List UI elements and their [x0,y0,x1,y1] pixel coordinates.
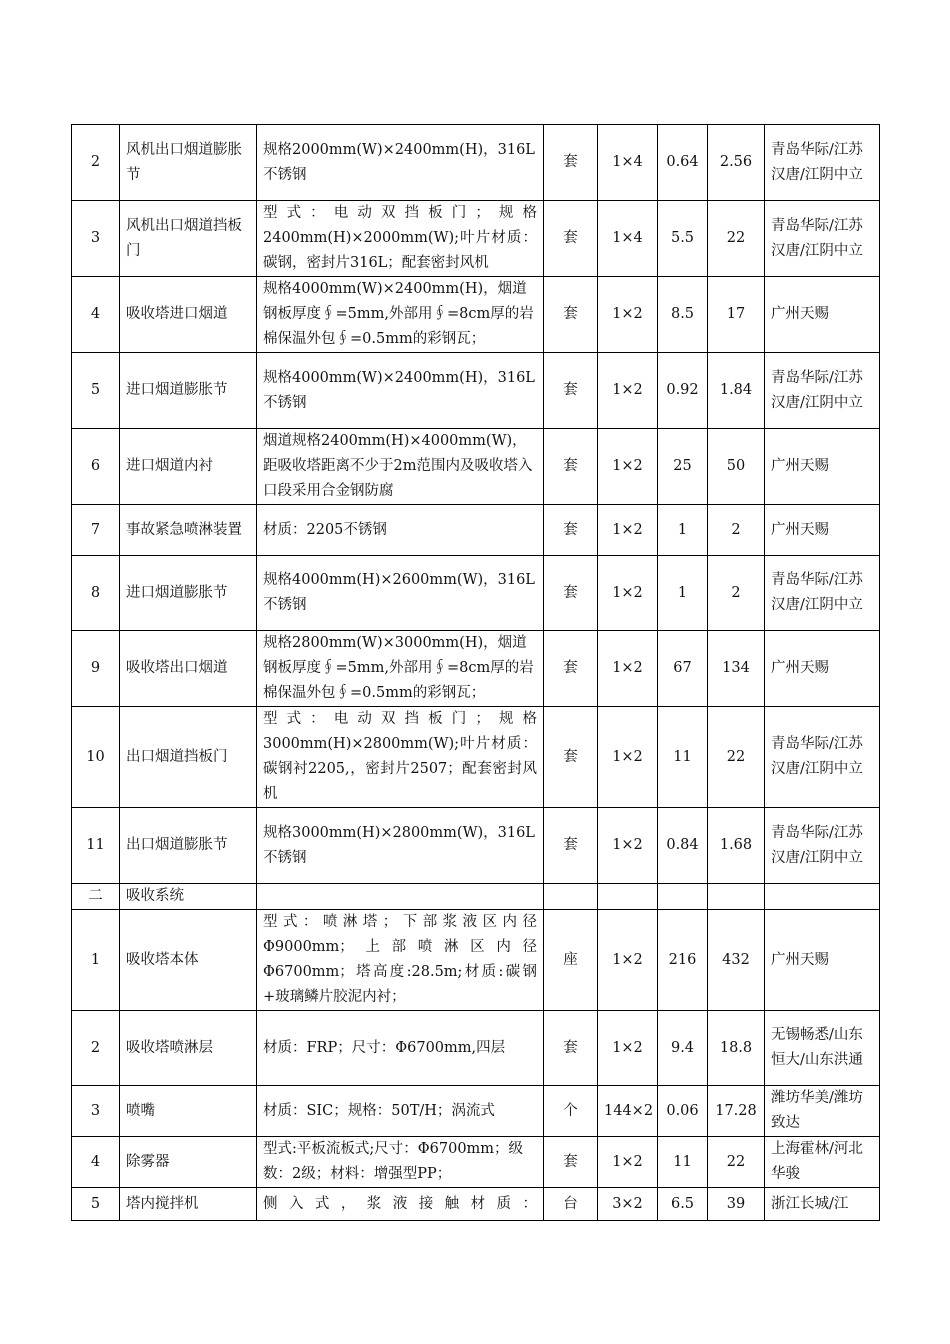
table-row [72,1137,880,1188]
empty-cell [544,884,598,910]
item-spec: 材质：FRP；尺寸：Φ6700mm,四层 [257,1011,544,1086]
item-manufacturer: 青岛华际/江苏汉唐/江阴中立 [765,808,880,884]
item-manufacturer: 广州天赐 [765,631,880,707]
item-number: 5 [72,353,120,429]
item-spec: 规格4000mm(W)×2400mm(H)，316L不锈钢 [257,353,544,429]
item-total-weight: 50 [708,429,765,505]
item-unit-weight: 5.5 [658,201,708,277]
item-spec: 烟道规格2400mm(H)×4000mm(W)，距吸收塔距离不少于2m范围内及吸收塔入口段采用合金钢防腐 [257,429,544,505]
item-total-weight: 17 [708,277,765,353]
equipment-table [71,124,880,1221]
item-unit-weight: 11 [658,1137,708,1188]
item-total-weight: 17.28 [708,1086,765,1137]
item-manufacturer: 广州天赐 [765,429,880,505]
item-unit-weight: 1 [658,556,708,631]
item-number: 7 [72,505,120,556]
item-unit: 套 [544,707,598,808]
item-name: 喷嘴 [120,1086,257,1137]
item-quantity: 1×2 [598,429,658,505]
item-name: 吸收塔进口烟道 [120,277,257,353]
item-name: 进口烟道内衬 [120,429,257,505]
item-manufacturer: 无锡畅悉/山东恒大/山东洪通 [765,1011,880,1086]
item-name: 吸收塔出口烟道 [120,631,257,707]
item-manufacturer: 青岛华际/江苏汉唐/江阴中立 [765,125,880,201]
item-spec: 型式：电动双挡板门；规格2400mm(H)×2000mm(W);叶片材质：碳钢，密封片316L；配套密封风机 [257,201,544,277]
table-row [72,1086,880,1137]
item-quantity: 1×2 [598,505,658,556]
item-spec: 型式：电动双挡板门；规格3000mm(H)×2800mm(W);叶片材质：碳钢衬2205,，密封片2507；配套密封风机 [257,707,544,808]
item-spec: 型式:平板流板式;尺寸：Φ6700mm；级数：2级；材料：增强型PP； [257,1137,544,1188]
table-row [72,201,880,277]
item-total-weight: 432 [708,910,765,1011]
item-total-weight: 39 [708,1188,765,1221]
item-total-weight: 18.8 [708,1011,765,1086]
item-quantity: 1×2 [598,353,658,429]
item-quantity: 1×2 [598,808,658,884]
item-unit: 套 [544,1137,598,1188]
table-row [72,556,880,631]
item-total-weight: 22 [708,1137,765,1188]
empty-cell [257,884,544,910]
item-unit-weight: 0.06 [658,1086,708,1137]
empty-cell [765,884,880,910]
item-name: 吸收塔本体 [120,910,257,1011]
table-row [72,1011,880,1086]
item-manufacturer: 青岛华际/江苏汉唐/江阴中立 [765,353,880,429]
item-manufacturer: 广州天赐 [765,277,880,353]
item-unit: 套 [544,1011,598,1086]
item-spec: 型式：喷淋塔；下部浆液区内径Φ9000mm；上部喷淋区内径Φ6700mm；塔高度:28.5m;材质:碳钢+玻璃鳞片胶泥内衬； [257,910,544,1011]
item-name: 进口烟道膨胀节 [120,556,257,631]
item-spec: 侧入式，浆液接触材质： [257,1188,544,1221]
item-total-weight: 1.84 [708,353,765,429]
item-unit-weight: 1 [658,505,708,556]
table-row [72,353,880,429]
item-unit-weight: 25 [658,429,708,505]
table-row [72,1188,880,1221]
item-name: 出口烟道挡板门 [120,707,257,808]
item-quantity: 1×4 [598,201,658,277]
item-total-weight: 134 [708,631,765,707]
item-quantity: 1×2 [598,910,658,1011]
item-unit-weight: 9.4 [658,1011,708,1086]
item-name: 除雾器 [120,1137,257,1188]
item-unit: 座 [544,910,598,1011]
item-unit: 个 [544,1086,598,1137]
item-manufacturer: 上海霍林/河北华骏 [765,1137,880,1188]
item-manufacturer: 青岛华际/江苏汉唐/江阴中立 [765,707,880,808]
item-quantity: 1×2 [598,277,658,353]
item-quantity: 1×4 [598,125,658,201]
item-unit-weight: 0.84 [658,808,708,884]
item-name: 吸收塔喷淋层 [120,1011,257,1086]
item-total-weight: 2 [708,556,765,631]
item-total-weight: 2 [708,505,765,556]
item-unit: 套 [544,808,598,884]
item-unit-weight: 0.64 [658,125,708,201]
item-spec: 规格3000mm(H)×2800mm(W)，316L不锈钢 [257,808,544,884]
item-manufacturer: 广州天赐 [765,505,880,556]
item-spec: 规格4000mm(W)×2400mm(H)，烟道钢板厚度∮=5mm,外部用∮=8cm厚的岩棉保温外包∮=0.5mm的彩钢瓦； [257,277,544,353]
item-unit: 套 [544,429,598,505]
item-number: 4 [72,277,120,353]
item-name: 塔内搅拌机 [120,1188,257,1221]
item-unit-weight: 67 [658,631,708,707]
item-manufacturer: 广州天赐 [765,910,880,1011]
item-manufacturer: 青岛华际/江苏汉唐/江阴中立 [765,201,880,277]
item-name: 进口烟道膨胀节 [120,353,257,429]
item-manufacturer: 青岛华际/江苏汉唐/江阴中立 [765,556,880,631]
item-number: 3 [72,1086,120,1137]
item-quantity: 1×2 [598,1011,658,1086]
item-unit: 套 [544,353,598,429]
table-row [72,505,880,556]
item-number: 4 [72,1137,120,1188]
item-number: 6 [72,429,120,505]
item-quantity: 1×2 [598,631,658,707]
section-row [72,884,880,910]
item-number: 10 [72,707,120,808]
item-quantity: 1×2 [598,707,658,808]
item-total-weight: 22 [708,707,765,808]
item-number: 8 [72,556,120,631]
item-unit: 台 [544,1188,598,1221]
item-spec: 规格2000mm(W)×2400mm(H)，316L不锈钢 [257,125,544,201]
section-number: 二 [72,884,120,910]
item-quantity: 3×2 [598,1188,658,1221]
item-quantity: 144×2 [598,1086,658,1137]
item-total-weight: 22 [708,201,765,277]
table-row [72,910,880,1011]
item-quantity: 1×2 [598,1137,658,1188]
item-spec: 规格2800mm(W)×3000mm(H)，烟道钢板厚度∮=5mm,外部用∮=8cm厚的岩棉保温外包∮=0.5mm的彩钢瓦； [257,631,544,707]
item-number: 2 [72,125,120,201]
table-row [72,808,880,884]
item-name: 风机出口烟道挡板门 [120,201,257,277]
item-unit: 套 [544,201,598,277]
item-spec: 材质：SIC；规格：50T/H；涡流式 [257,1086,544,1137]
item-spec: 规格4000mm(H)×2600mm(W)，316L不锈钢 [257,556,544,631]
item-unit-weight: 0.92 [658,353,708,429]
section-title: 吸收系统 [120,884,257,910]
item-number: 9 [72,631,120,707]
item-unit: 套 [544,277,598,353]
item-unit: 套 [544,505,598,556]
table-row [72,429,880,505]
item-unit-weight: 6.5 [658,1188,708,1221]
item-quantity: 1×2 [598,556,658,631]
table-row [72,631,880,707]
table-row [72,125,880,201]
item-unit-weight: 8.5 [658,277,708,353]
item-number: 1 [72,910,120,1011]
empty-cell [598,884,658,910]
table-row [72,707,880,808]
item-number: 11 [72,808,120,884]
item-name: 风机出口烟道膨胀节 [120,125,257,201]
item-spec: 材质：2205不锈钢 [257,505,544,556]
item-total-weight: 2.56 [708,125,765,201]
item-unit: 套 [544,556,598,631]
item-manufacturer: 潍坊华美/潍坊致达 [765,1086,880,1137]
table-row [72,277,880,353]
item-unit-weight: 216 [658,910,708,1011]
item-number: 3 [72,201,120,277]
item-unit-weight: 11 [658,707,708,808]
item-manufacturer: 浙江长城/江 [765,1188,880,1221]
empty-cell [658,884,708,910]
item-name: 事故紧急喷淋装置 [120,505,257,556]
item-name: 出口烟道膨胀节 [120,808,257,884]
empty-cell [708,884,765,910]
item-unit: 套 [544,631,598,707]
item-number: 2 [72,1011,120,1086]
item-number: 5 [72,1188,120,1221]
item-total-weight: 1.68 [708,808,765,884]
item-unit: 套 [544,125,598,201]
